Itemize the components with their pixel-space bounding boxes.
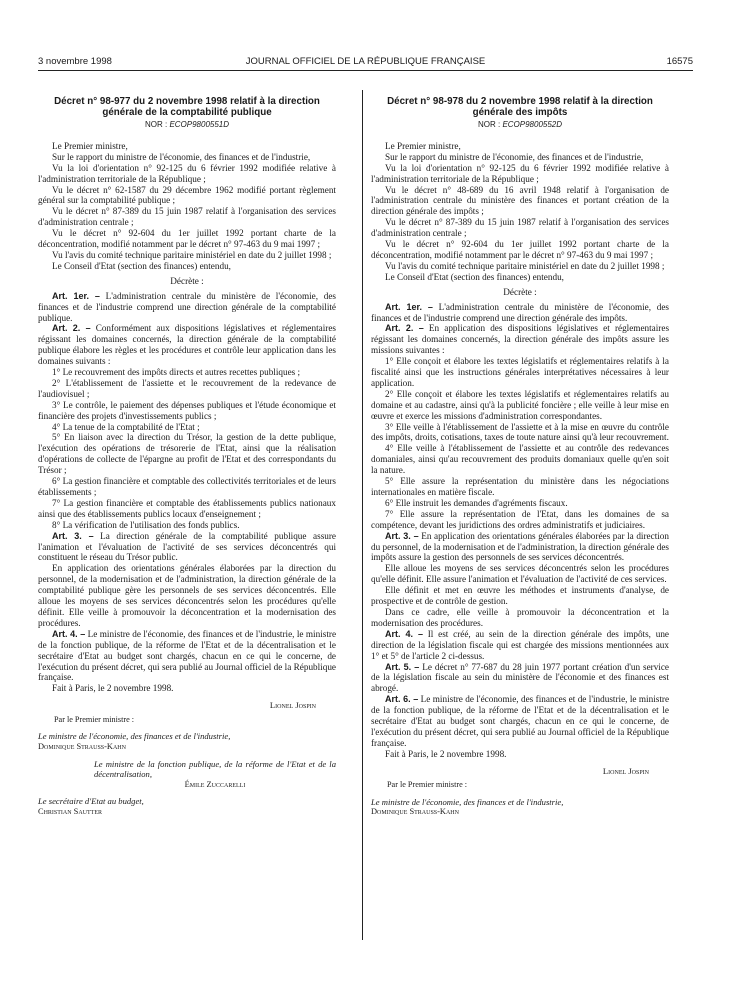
journal-title: JOURNAL OFFICIEL DE LA RÉPUBLIQUE FRANÇAISE (245, 56, 486, 67)
article-label: Art. 2. – (52, 323, 91, 334)
nor-reference (371, 120, 669, 131)
minister-name: Émile Zuccarelli (184, 779, 246, 789)
list-item: 4° La tenue de la comptabilité de l'Etat ; (52, 421, 200, 432)
article-label: Art. 4. – (385, 628, 423, 639)
list-item: 1° Elle conçoit et élabore les textes législatifs et réglementaires relatifs à la fiscalité ainsi que les instructions générales interprétatives nécessaires à leur application. (371, 356, 669, 388)
visa: Le Conseil d'Etat (section des finances) entendu, (52, 260, 231, 271)
visa: Vu la loi d'orientation n° 92-125 du 6 février 1992 modifiée relative à l'administration territoriale de la République ; (38, 162, 336, 184)
decree-title: Décret n° 98-978 du 2 novembre 1998 relatif à la direction générale des impôts (387, 96, 653, 118)
article-label: Art. 6. – (385, 694, 419, 705)
decree-left-column (38, 96, 336, 818)
minister-title: Le ministre de la fonction publique, de la réforme de l'Etat et de la décentralisation, (94, 758, 336, 780)
article-label: Art. 4. – (52, 628, 86, 639)
article-text: Le ministre de l'économie, des finances et de l'industrie, le ministre de la fonction publique, de la réforme de l'Etat et de la décentralisation et le secrétaire d'Etat au budget sont chargés, chacun en ce qui le concerne, de l'exécution du présent décret, qui sera publié au Journal officiel de la République française. (371, 694, 670, 748)
fait-a-paris: Fait à Paris, le 2 novembre 1998. (385, 748, 507, 759)
article-text: Il est créé, au sein de la direction générale des impôts, une direction de la législation fiscale qui est chargée des missions mentionnées aux 1° et 5° de l'article 2 ci-dessus. (371, 628, 670, 661)
list-item: 1° Le recouvrement des impôts directs et autres recettes publiques ; (52, 367, 301, 378)
article-text: En application des dispositions législatives et réglementaires régissant les domaines concernés, la direction générale des impôts assure les missions suivantes : (371, 323, 670, 356)
visa: Le Premier ministre, (52, 140, 128, 151)
minister-name: Dominique Strauss-Kahn (371, 807, 459, 817)
visa: Sur le rapport du ministre de l'économie, des finances et de l'industrie, (52, 151, 311, 162)
nor-code: ECOP9800552D (502, 120, 563, 129)
nor-label: NOR : (477, 120, 501, 129)
visa: Vu le décret n° 87-389 du 15 juin 1987 relatif à l'organisation des services d'administration centrale ; (371, 217, 669, 239)
visa: Vu le décret n° 92-604 du 1er juillet 1992 portant charte de la déconcentration, modifié notamment par le décret n° 97-463 du 9 mai 1997 ; (38, 228, 336, 250)
decree-right-column (371, 96, 669, 818)
article-paragraph: Dans ce cadre, elle veille à promouvoir la déconcentration et la modernisation des procédures. (371, 606, 669, 628)
article-text: L'administration centrale du ministère de l'économie, des finances et de l'industrie comprend une direction générale de la comptabilité publique. (38, 290, 336, 323)
list-item: 6° Elle instruit les demandes d'agréments fiscaux. (385, 497, 568, 508)
signatory-budget (38, 796, 336, 817)
visa: Le Conseil d'Etat (section des finances) entendu, (385, 271, 564, 282)
article-paragraph: Elle alloue les moyens de ses services déconcentrés selon les procédures qu'elle définit. Elle assure l'animation et l'évaluation de l'activité de ces services. (371, 563, 669, 585)
decrete: Décrète : (503, 286, 537, 297)
article-4 (38, 629, 336, 684)
article-2 (38, 323, 336, 367)
article-paragraph: Elle définit et met en œuvre les méthodes et instruments d'analyse, de prospective et de contrôle de gestion. (371, 585, 669, 607)
article-1 (371, 302, 669, 324)
list-item: 3° Elle veille à l'établissement de l'assiette et à la mise en œuvre du contrôle des impôts, droits, cotisations, taxes de toute nature ainsi qu'à leur recouvrement. (371, 421, 669, 443)
signatures (38, 700, 336, 817)
list-item: 8° La vérification de l'utilisation des fonds publics. (52, 519, 240, 530)
article-4 (371, 629, 669, 662)
list-item: 3° Le contrôle, le paiement des dépenses publiques et l'étude économique et financière des projets d'investissements publics ; (38, 399, 336, 421)
minister-title: Le ministre de l'économie, des finances et de l'industrie, (38, 731, 231, 742)
article-label: Art. 3. – (385, 530, 419, 541)
visa: Vu le décret n° 92-604 du 1er juillet 1992 portant charte de la déconcentration, modifié notamment par le décret n° 97-463 du 9 mai 1997 ; (371, 239, 669, 260)
minister-name: Dominique Strauss-Kahn (38, 742, 126, 751)
fait-a-paris: Fait à Paris, le 2 novembre 1998. (52, 683, 174, 694)
list-item: 2° L'établissement de l'assiette et le recouvrement de la redevance de l'audiovisuel ; (38, 377, 336, 399)
list-item: 7° La gestion financière et comptable des établissements publics nationaux ainsi que des établissements publics locaux d'enseignement ; (38, 497, 336, 519)
visa: Vu l'avis du comité technique paritaire ministériel en date du 2 juillet 1998 ; (52, 249, 332, 260)
signatory-economy (371, 797, 669, 818)
nor-code: ECOP9800551D (169, 120, 230, 129)
decree-title: Décret n° 98-977 du 2 novembre 1998 relatif à la direction générale de la comptabilité publique (54, 96, 320, 118)
article-label: Art. 2. – (385, 323, 424, 334)
article-text: Le ministre de l'économie, des finances et de l'industrie, le ministre de la fonction publique, de la réforme de l'Etat et de la décentralisation et le secrétaire d'Etat au budget sont chargés, chacun en ce qui le concerne, de l'exécution du présent décret, qui sera publié au Journal officiel de la République française. (38, 628, 337, 683)
signatures (371, 766, 669, 818)
list-item: 4° Elle veille à l'établissement de l'assiette et au contrôle des redevances domaniales, ainsi qu'au recouvrement des produits domaniaux quelle qu'en soit la nature. (371, 443, 669, 476)
article-1 (38, 291, 336, 324)
article-text: Le décret n° 77-687 du 28 juin 1977 portant création d'un service de la législation fiscale au sein du ministère de l'économie et des finances est abrogé. (371, 661, 670, 694)
article-3 (371, 531, 669, 564)
signatory-fonction-publique (94, 759, 336, 791)
minister-title: Le ministre de l'économie, des finances et de l'industrie, (371, 796, 564, 807)
decrete: Décrète : (170, 275, 204, 286)
nor-label: NOR : (144, 120, 168, 129)
visa: Le Premier ministre, (385, 140, 461, 151)
list-item: 2° Elle conçoit et élabore les textes législatifs et réglementaires relatifs au domaine et au cadastre, ainsi qu'à la publicité foncière ; elle veille à leur mise en œuvre et exerce les missions d'administration correspondantes. (371, 388, 669, 421)
article-2 (371, 323, 669, 356)
header-date: 3 novembre 1998 (38, 56, 112, 67)
page-number: 16575 (666, 56, 693, 67)
visa: Vu le décret n° 87-389 du 15 juin 1987 relatif à l'organisation des services d'administration centrale ; (38, 206, 336, 228)
nor-reference (38, 120, 336, 131)
minister-name: Christian Sautter (38, 806, 102, 816)
article-paragraph: En application des orientations générales élaborées par la direction du personnel, de la modernisation et de l'administration, la direction générale de la comptabilité publique gère les personnels de ses services déconcentrés. Elle alloue les moyens de ses services déconcentrés selon les procédures qu'elle définit. Elle veille à promouvoir la déconcentration et la modernisation des procédures. (38, 563, 336, 628)
article-text: Conformément aux dispositions législatives et réglementaires régissant les domaines concernés, la direction générale de la comptabilité publique élabore les règles et les procédures et contrôle leur application dans les domaines suivants : (38, 323, 336, 367)
column-divider (362, 90, 363, 940)
article-text: En application des orientations générales élaborées par la direction du personnel, de la modernisation et de l'administration, la direction générale des impôts assure la gestion des personnels de ses services déconcentrés. (371, 530, 669, 563)
signatory-economy (38, 731, 336, 752)
list-item: 5° Elle assure la représentation du ministère dans les négociations internationales en matière fiscale. (371, 476, 669, 497)
article-text: La direction générale de la comptabilité publique assure l'animation et l'évaluation de l'activité de ses services déconcentrés qui constituent le réseau du Trésor public. (38, 530, 336, 563)
list-item: 5° En liaison avec la direction du Trésor, la gestion de la dette publique, l'exécution des opérations de trésorerie de l'Etat, ainsi que la réalisation d'opérations de collecte de l'épargne au profit de l'Etat et des correspondants du Trésor ; (38, 432, 336, 476)
article-label: Art. 3. – (52, 530, 94, 541)
visa: Vu la loi d'orientation n° 92-125 du 6 février 1992 modifiée relative à l'administration territoriale de la République ; (371, 162, 669, 184)
article-5 (371, 662, 669, 695)
list-item: 6° La gestion financière et comptable des collectivités territoriales et de leurs établissements ; (38, 476, 336, 497)
article-label: Art. 1er. – (52, 290, 100, 301)
article-text: L'administration centrale du ministère de l'économie, des finances et de l'industrie comprend une direction générale des impôts. (371, 301, 669, 323)
par-le-premier-ministre: Par le Premier ministre : (387, 780, 468, 790)
article-3 (38, 531, 336, 564)
visa: Vu le décret n° 48-689 du 16 avril 1948 relatif à l'organisation de l'administration centrale du ministère des finances et portant création de la direction générale des impôts ; (371, 184, 669, 217)
list-item: 7° Elle assure la représentation de l'Etat, dans les domaines de sa compétence, devant les juridictions des ordres administratifs et judiciaires. (371, 508, 669, 530)
article-label: Art. 1er. – (385, 301, 433, 312)
visa: Vu l'avis du comité technique paritaire ministériel en date du 2 juillet 1998 ; (385, 260, 665, 271)
minister-title: Le secrétaire d'Etat au budget, (38, 796, 144, 807)
pm-signature: Lionel Jospin (269, 700, 316, 711)
article-6 (371, 694, 669, 749)
page-header (38, 56, 693, 71)
visa: Sur le rapport du ministre de l'économie, des finances et de l'industrie, (385, 151, 644, 162)
par-le-premier-ministre: Par le Premier ministre : (54, 714, 135, 724)
visa: Vu le décret n° 62-1587 du 29 décembre 1962 modifié portant règlement général sur la comptabilité publique ; (38, 184, 336, 206)
article-label: Art. 5. – (385, 661, 420, 672)
pm-signature: Lionel Jospin (602, 765, 649, 776)
